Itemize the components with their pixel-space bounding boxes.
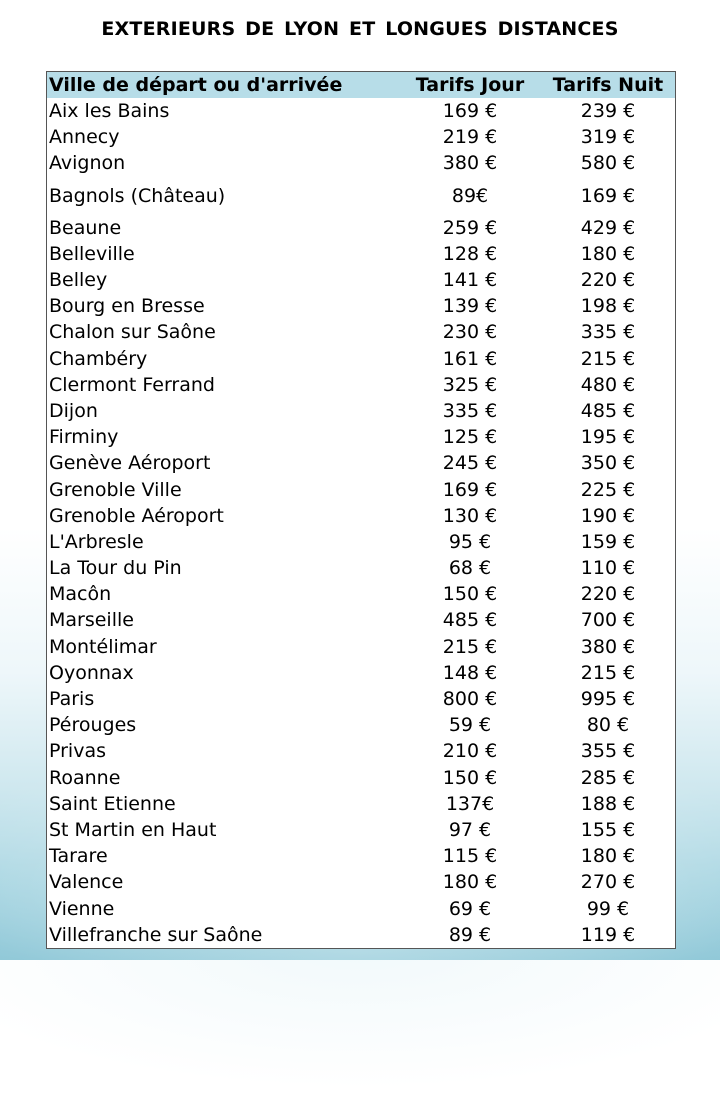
day-rate-cell: 137€ bbox=[445, 792, 495, 815]
night-rate-cell: 350 € bbox=[580, 452, 636, 475]
table-row bbox=[47, 150, 676, 176]
city-cell: Paris bbox=[49, 688, 95, 711]
night-rate-cell: 195 € bbox=[580, 426, 636, 449]
city-cell: Grenoble Ville bbox=[49, 478, 182, 501]
city-cell: Vienne bbox=[49, 897, 115, 920]
night-rate-cell: 180 € bbox=[580, 242, 636, 265]
column-header-day-rate: Tarifs Jour bbox=[399, 72, 541, 99]
day-rate-cell: 380 € bbox=[442, 152, 498, 175]
table-row bbox=[47, 843, 676, 869]
night-rate-cell: 119 € bbox=[580, 923, 636, 946]
day-rate-cell: 125 € bbox=[442, 426, 498, 449]
city-cell: Clermont Ferrand bbox=[49, 373, 215, 396]
night-rate-cell: 220 € bbox=[580, 269, 636, 292]
table-row bbox=[47, 869, 676, 895]
night-rate-cell: 485 € bbox=[580, 399, 636, 422]
night-rate-cell: 180 € bbox=[580, 845, 636, 868]
day-rate-cell: 95 € bbox=[448, 530, 492, 553]
city-cell: Macôn bbox=[49, 583, 112, 606]
day-rate-cell: 128 € bbox=[442, 242, 498, 265]
city-cell: Dijon bbox=[49, 399, 98, 422]
table-row bbox=[47, 895, 676, 921]
table-row bbox=[47, 555, 676, 581]
day-rate-cell: 485 € bbox=[442, 609, 498, 632]
city-cell: Bourg en Bresse bbox=[49, 295, 205, 318]
city-cell: Firminy bbox=[49, 426, 119, 449]
night-rate-cell: 110 € bbox=[580, 557, 636, 580]
table-row bbox=[47, 241, 676, 267]
table-row bbox=[47, 607, 676, 633]
day-rate-cell: 115 € bbox=[442, 845, 498, 868]
table-row bbox=[47, 398, 676, 424]
city-cell: Grenoble Aéroport bbox=[49, 504, 224, 527]
table-row bbox=[47, 581, 676, 607]
day-rate-cell: 89€ bbox=[451, 184, 489, 207]
day-rate-cell: 335 € bbox=[442, 399, 498, 422]
day-rate-cell: 161 € bbox=[442, 347, 498, 370]
night-rate-cell: 270 € bbox=[580, 871, 636, 894]
day-rate-cell: 800 € bbox=[442, 688, 498, 711]
city-cell: Belleville bbox=[49, 242, 135, 265]
page-title: EXTERIEURS DE LYON ET LONGUES DISTANCES bbox=[101, 18, 619, 40]
city-cell: Oyonnax bbox=[49, 661, 134, 684]
city-cell: L'Arbresle bbox=[49, 530, 144, 553]
night-rate-cell: 995 € bbox=[580, 688, 636, 711]
city-cell: Bagnols (Château) bbox=[49, 184, 226, 207]
night-rate-cell: 155 € bbox=[580, 818, 636, 841]
day-rate-cell: 139 € bbox=[442, 295, 498, 318]
city-cell: St Martin en Haut bbox=[49, 818, 217, 841]
night-rate-cell: 215 € bbox=[580, 347, 636, 370]
day-rate-cell: 259 € bbox=[442, 216, 498, 239]
city-cell: Montélimar bbox=[49, 635, 157, 658]
day-rate-cell: 219 € bbox=[442, 126, 498, 149]
column-header-night-rate: Tarifs Nuit bbox=[541, 72, 676, 99]
table-row bbox=[47, 267, 676, 293]
table-row bbox=[47, 529, 676, 555]
table-row bbox=[47, 124, 676, 150]
column-header-city: Ville de départ ou d'arrivée bbox=[47, 72, 400, 99]
night-rate-cell: 220 € bbox=[580, 583, 636, 606]
table-body bbox=[47, 98, 676, 948]
night-rate-cell: 225 € bbox=[580, 478, 636, 501]
city-cell: Saint Etienne bbox=[49, 792, 176, 815]
table-row bbox=[47, 372, 676, 398]
day-rate-cell: 169 € bbox=[442, 478, 498, 501]
city-cell: Avignon bbox=[49, 152, 126, 175]
day-rate-cell: 325 € bbox=[442, 373, 498, 396]
city-cell: La Tour du Pin bbox=[49, 557, 182, 580]
city-cell: Villefranche sur Saône bbox=[49, 923, 263, 946]
day-rate-cell: 230 € bbox=[442, 321, 498, 344]
table-row bbox=[47, 424, 676, 450]
table-row bbox=[47, 346, 676, 372]
table-row bbox=[47, 503, 676, 529]
table-row bbox=[47, 765, 676, 791]
day-rate-cell: 141 € bbox=[442, 269, 498, 292]
day-rate-cell: 89 € bbox=[448, 923, 492, 946]
night-rate-cell: 319 € bbox=[580, 126, 636, 149]
night-rate-cell: 159 € bbox=[580, 530, 636, 553]
day-rate-cell: 180 € bbox=[442, 871, 498, 894]
night-rate-cell: 215 € bbox=[580, 661, 636, 684]
day-rate-cell: 150 € bbox=[442, 766, 498, 789]
day-rate-cell: 130 € bbox=[442, 504, 498, 527]
night-rate-cell: 169 € bbox=[580, 184, 636, 207]
city-cell: Aix les Bains bbox=[49, 100, 170, 123]
night-rate-cell: 99 € bbox=[586, 897, 630, 920]
night-rate-cell: 188 € bbox=[580, 792, 636, 815]
table-header-row bbox=[47, 72, 676, 99]
table-row bbox=[47, 177, 676, 215]
city-cell: Chalon sur Saône bbox=[49, 321, 216, 344]
day-rate-cell: 210 € bbox=[442, 740, 498, 763]
day-rate-cell: 59 € bbox=[448, 714, 492, 737]
table-row bbox=[47, 98, 676, 124]
night-rate-cell: 198 € bbox=[580, 295, 636, 318]
table-row bbox=[47, 738, 676, 764]
table-row bbox=[47, 319, 676, 345]
night-rate-cell: 580 € bbox=[580, 152, 636, 175]
city-cell: Tarare bbox=[49, 845, 108, 868]
table-row bbox=[47, 215, 676, 241]
night-rate-cell: 480 € bbox=[580, 373, 636, 396]
day-rate-cell: 148 € bbox=[442, 661, 498, 684]
day-rate-cell: 245 € bbox=[442, 452, 498, 475]
city-cell: Belley bbox=[49, 269, 108, 292]
day-rate-cell: 150 € bbox=[442, 583, 498, 606]
city-cell: Privas bbox=[49, 740, 106, 763]
table-row bbox=[47, 660, 676, 686]
table-row bbox=[47, 817, 676, 843]
city-cell: Pérouges bbox=[49, 714, 137, 737]
night-rate-cell: 380 € bbox=[580, 635, 636, 658]
table-row bbox=[47, 293, 676, 319]
city-cell: Chambéry bbox=[49, 347, 148, 370]
table-row bbox=[47, 922, 676, 949]
day-rate-cell: 215 € bbox=[442, 635, 498, 658]
table-row bbox=[47, 476, 676, 502]
city-cell: Marseille bbox=[49, 609, 134, 632]
table-row bbox=[47, 634, 676, 660]
table-row bbox=[47, 791, 676, 817]
day-rate-cell: 169 € bbox=[442, 100, 498, 123]
night-rate-cell: 429 € bbox=[580, 216, 636, 239]
city-cell: Roanne bbox=[49, 766, 121, 789]
tariff-table bbox=[46, 71, 676, 949]
city-cell: Beaune bbox=[49, 216, 122, 239]
night-rate-cell: 335 € bbox=[580, 321, 636, 344]
day-rate-cell: 68 € bbox=[448, 557, 492, 580]
city-cell: Valence bbox=[49, 871, 124, 894]
city-cell: Genève Aéroport bbox=[49, 452, 211, 475]
night-rate-cell: 190 € bbox=[580, 504, 636, 527]
day-rate-cell: 97 € bbox=[448, 818, 492, 841]
night-rate-cell: 700 € bbox=[580, 609, 636, 632]
table-row bbox=[47, 686, 676, 712]
night-rate-cell: 285 € bbox=[580, 766, 636, 789]
city-cell: Annecy bbox=[49, 126, 120, 149]
night-rate-cell: 239 € bbox=[580, 100, 636, 123]
table-row bbox=[47, 450, 676, 476]
night-rate-cell: 80 € bbox=[586, 714, 630, 737]
table-row bbox=[47, 712, 676, 738]
day-rate-cell: 69 € bbox=[448, 897, 492, 920]
night-rate-cell: 355 € bbox=[580, 740, 636, 763]
